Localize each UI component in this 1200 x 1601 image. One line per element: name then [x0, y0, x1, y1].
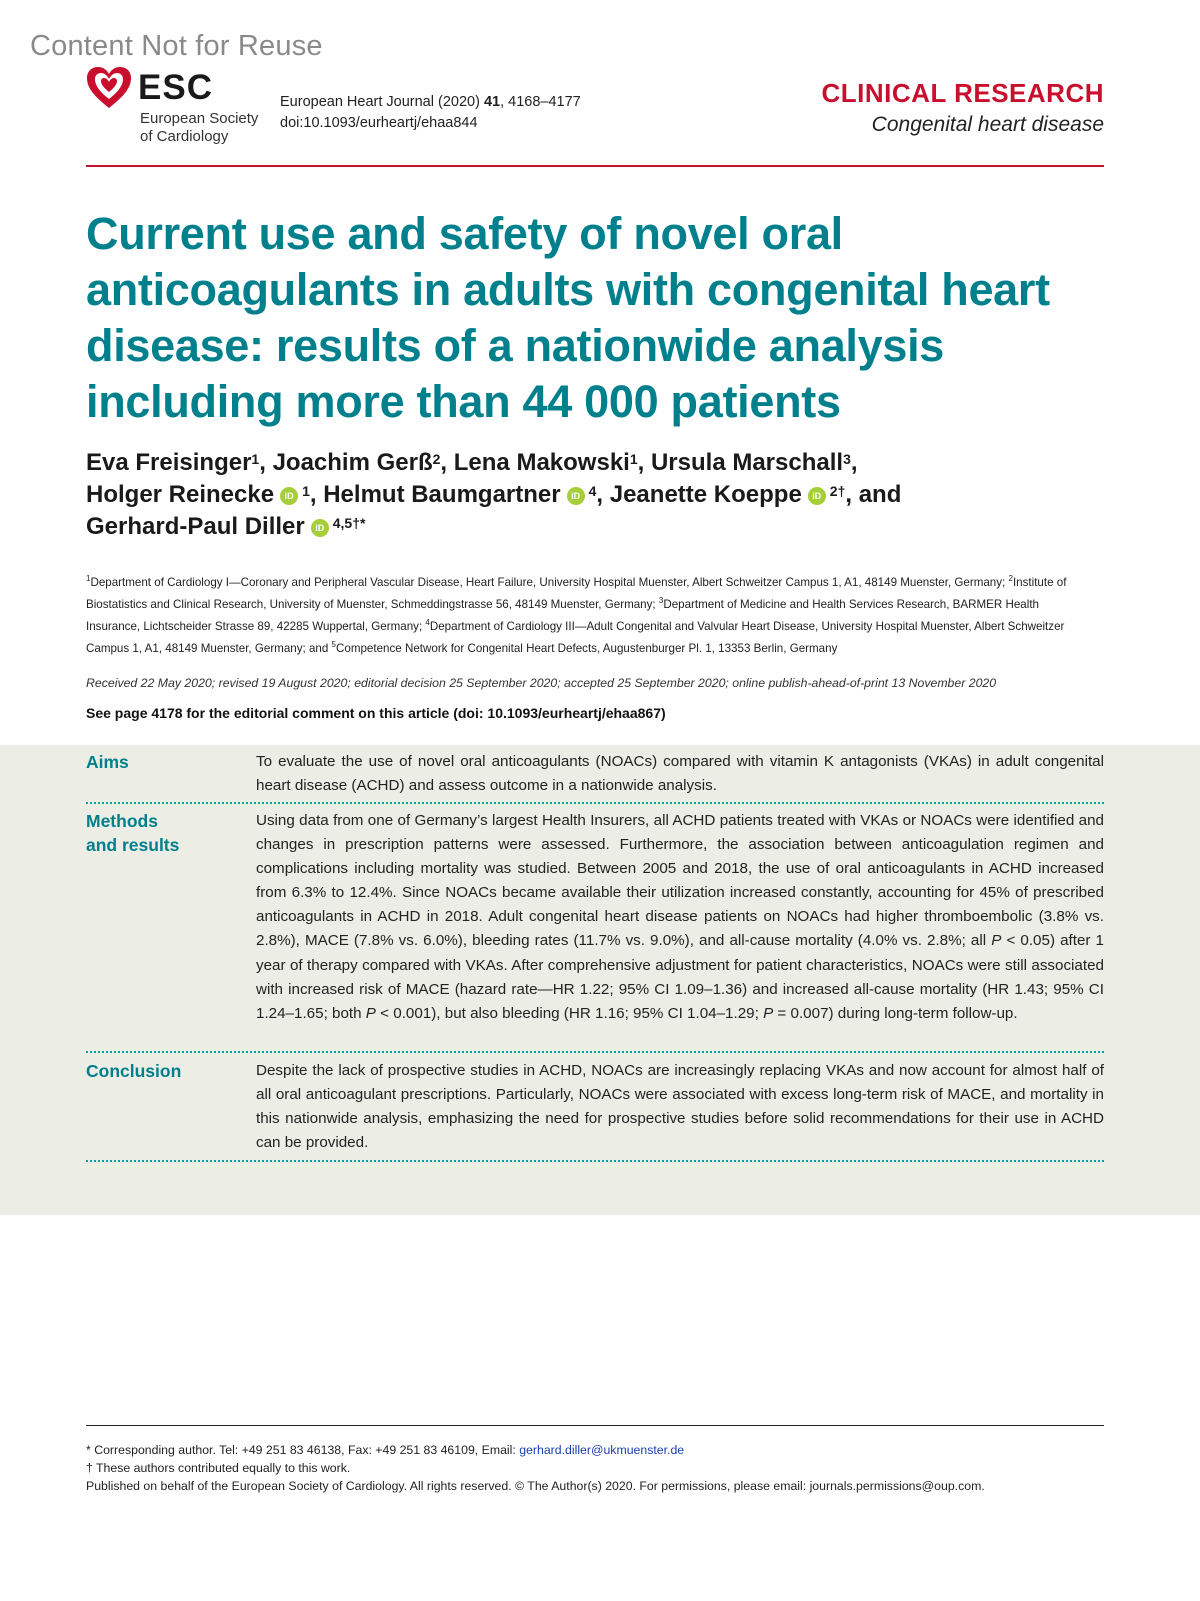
journal-volume: 41	[483, 94, 501, 110]
article-dates: Received 22 May 2020; revised 19 August 2020; editorial decision 25 September 2020; accepted 25 September 2020; online publish-ahead-of-print 13 November 2020	[86, 676, 997, 690]
abstract-divider	[86, 1160, 1104, 1162]
esc-logo	[86, 66, 276, 152]
header-divider	[86, 165, 1104, 167]
author-list	[86, 447, 1096, 543]
author-name: Jeanette Koeppe	[609, 481, 802, 508]
publication-note: Published on behalf of the European Society of Cardiology. All rights reserved. © The Author(s) 2020. For permissions, please email: journals.permissions@oup.com.	[86, 1479, 985, 1493]
heart-icon	[86, 66, 132, 110]
orcid-icon[interactable]: iD	[567, 487, 585, 505]
affiliation-number: 2	[1008, 574, 1013, 583]
abstract-divider	[86, 1051, 1104, 1053]
equal-contribution-note: † These authors contributed equally to this work.	[86, 1461, 351, 1475]
corresponding-email-link[interactable]: gerhard.diller@ukmuenster.de	[519, 1443, 685, 1457]
affiliation-number: 3	[658, 596, 664, 606]
methods-text: Using data from one of Germany’s largest Health Insurers, all ACHD patients treated with VKAs or NOACs were identified and changes in prescription patterns were assessed. Furthermore, the association between anticoagulation regimen and complications including mortality was studied. Between 2005 and 2018, the use of oral anticoagulants in ACHD increased from 6.3% to 12.4%. Since NOACs became available their utilization increased constantly, accounting for 45% of prescribed anticoagulants in ACHD in 2018. Adult congenital heart disease patients on NOACs had higher thromboembolic (3.8% vs. 2.8%), MACE (7.8% vs. 6.0%), bleeding rates (11.7% vs. 9.0%), and all-cause mortality (4.0% vs. 2.8%; all P < 0.05) after 1 year of therapy compared with VKAs. After comprehensive adjustment for patient characteristics, NOACs were still associated with increased risk of MACE (hazard rate—HR 1.22; 95% CI 1.09–1.36) and increased all-cause mortality (HR 1.43; 95% CI 1.24–1.65; both P < 0.001), but also bleeding (HR 1.16; 95% CI 1.04–1.29; P = 0.007) during long-term follow-up.	[256, 812, 1105, 1022]
author-name: Gerhard-Paul Diller	[86, 513, 305, 540]
author: Lena Makowski$^1$,	[453, 449, 651, 476]
affiliation-text: Institute of Biostatistics and Clinical Research, University of Muenster, Schmeddingstrasse 56, 48149 Muenster, Germany;	[86, 575, 1067, 612]
author: Joachim Gerß$^2$,	[272, 449, 454, 476]
author: Holger Reinecke iD $^1$,	[86, 481, 324, 508]
author-name: Eva Freisinger	[86, 449, 252, 476]
author-affiliation-mark: 1	[629, 451, 638, 467]
structured-abstract	[0, 745, 1200, 1215]
author-affiliation-mark: 3	[843, 451, 851, 467]
author	[86, 513, 365, 540]
abstract-divider	[86, 802, 1104, 804]
affiliation-text: Department of Cardiology III—Adult Congenital and Valvular Heart Disease, University Hospital Muenster, Albert Schweitzer Campus 1, A1, 48149 Muenster, Germany; and	[86, 620, 1065, 656]
affiliation-text: Department of Cardiology I—Coronary and Peripheral Vascular Disease, Heart Failure, University Hospital Muenster, Albert Schweitzer Campus 1, A1, 48149 Muenster, Germany;	[90, 575, 1009, 589]
author: Jeanette Koeppe iD $^{2\dagger}$, and	[609, 481, 902, 508]
section-subtitle: Congenital heart disease	[871, 113, 1104, 136]
corresponding-author: * Corresponding author. Tel: +49 251 83 46138, Fax: +49 251 83 46109, Email: gerhard.diller@ukmuenster.de	[86, 1443, 685, 1457]
aims-label: Aims	[86, 752, 129, 772]
conclusion-text: Despite the lack of prospective studies in ACHD, NOACs are increasingly replacing VKAs and now account for almost half of all oral anticoagulant prescriptions. Particularly, NOACs were associated with excess long-term risk of MACE, and mortality in this nationwide analysis, emphasizing the need for prospective studies before solid recommendations for their use in ACHD can be provided.	[256, 1062, 1104, 1152]
author-name: Joachim Gerß	[272, 449, 433, 476]
article-title: Current use and safety of novel oral anticoagulants in adults with congenital heart disease: results of a nationwide analysis including more than 44 000 patients	[86, 208, 1050, 427]
aims-text: To evaluate the use of novel oral anticoagulants (NOACs) compared with vitamin K antagonists (VKAs) in adult congenital heart disease (ACHD) and assess outcome in a nationwide analysis.	[256, 753, 1104, 795]
author-affiliation-mark: 1	[302, 483, 310, 499]
esc-subtitle: European Society of Cardiology	[140, 110, 259, 145]
author-affiliation-mark: 2	[432, 451, 441, 467]
affiliations	[86, 570, 1096, 659]
orcid-icon[interactable]: iD	[311, 519, 329, 537]
section-heading	[822, 78, 1104, 137]
affiliation-number: 5	[331, 640, 336, 650]
affiliation-number: 1	[86, 574, 91, 583]
esc-name: ESC	[138, 68, 213, 107]
author-affiliation-mark: 4	[588, 483, 597, 499]
author-name: Lena Makowski	[453, 449, 630, 476]
section-label: CLINICAL RESEARCH	[821, 78, 1104, 108]
author: Ursula Marschall$^3$,	[650, 449, 858, 476]
affiliation-text: Competence Network for Congenital Heart Defects, Augustenburger Pl. 1, 13353 Berlin, Germany	[336, 642, 838, 656]
orcid-icon[interactable]: iD	[280, 487, 298, 505]
author: Helmut Baumgartner iD $^4$,	[323, 481, 610, 508]
editorial-note: See page 4178 for the editorial comment on this article (doi: 10.1093/eurheartj/ehaa867)	[86, 705, 666, 721]
author: Eva Freisinger$^1$,	[86, 449, 273, 476]
author-name: Ursula Marschall	[650, 449, 844, 476]
author-name: Helmut Baumgartner	[323, 481, 561, 508]
conclusion-label: Conclusion	[86, 1061, 182, 1081]
affiliation-text: Department of Medicine and Health Services Research, BARMER Health Insurance, Lichtscheider Strasse 89, 42285 Wuppertal, Germany;	[86, 598, 1040, 634]
footnote-divider	[86, 1425, 1104, 1426]
journal-doi: doi:10.1093/eurheartj/ehaa844	[280, 115, 478, 131]
journal-citation: European Heart Journal (2020) 41, 4168–4177 doi:10.1093/eurheartj/ehaa844	[280, 92, 581, 134]
footnotes	[86, 1441, 1096, 1495]
orcid-icon[interactable]: iD	[808, 487, 826, 505]
affiliation-number: 4	[425, 618, 430, 628]
author-affiliation-mark: 2†	[829, 483, 846, 499]
watermark: Content Not for Reuse	[30, 30, 323, 62]
author-affiliation-mark: 4,5†*	[332, 515, 366, 531]
methods-label: Methods and results	[86, 811, 180, 855]
author-name: Holger Reinecke	[86, 481, 275, 508]
author-affiliation-mark: 1	[251, 451, 260, 467]
